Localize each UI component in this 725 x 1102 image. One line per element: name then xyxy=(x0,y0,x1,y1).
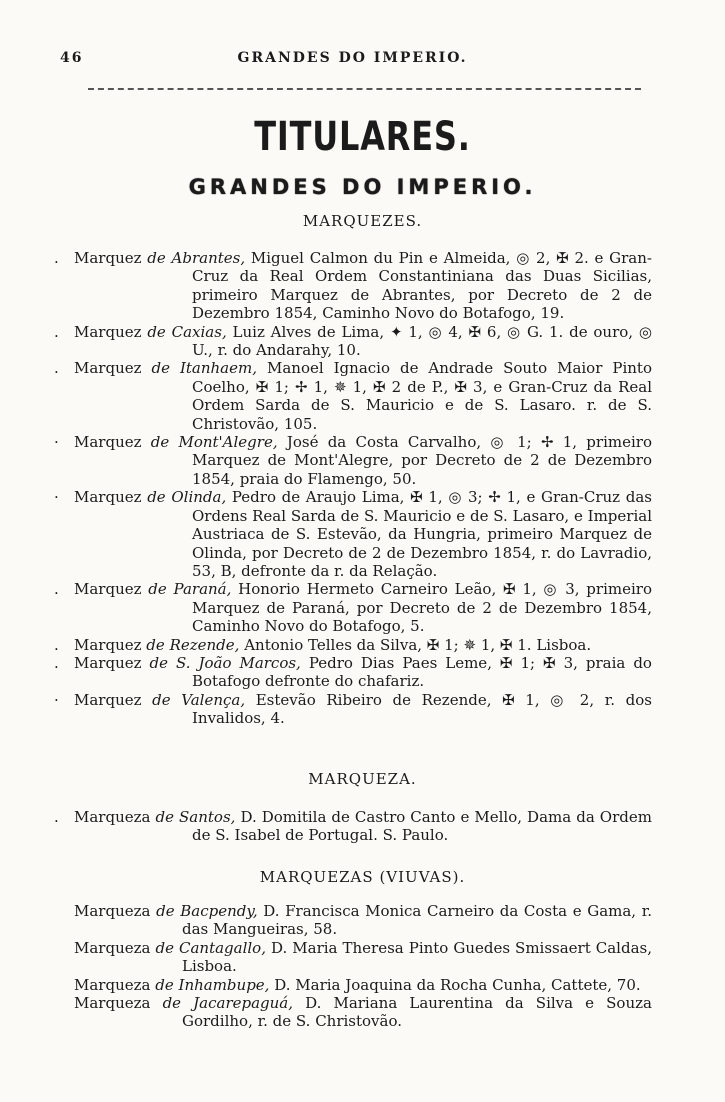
entry-bullet: . xyxy=(54,808,59,826)
entry-rank: Marquez xyxy=(74,488,142,507)
entry-text: Pedro de Araujo Lima, ✠ 1, ◎ 3; ✢ 1, e Gran-Cruz das Ordens Real Sarda de S. Mauricio e de S. Lasaro, e Imperial Austriaca de S. Estevão, da Hungria, primeiro Marquez de Olinda, por Decreto de 2 de Dezembro 1854, r. do Lavradio, 53, B, defronte da r. da Relação. xyxy=(192,488,652,580)
page-subtitle: GRANDES DO IMPERIO. xyxy=(188,175,537,199)
entry-place: Inhambupe, xyxy=(178,975,270,994)
entry-de: de xyxy=(148,580,167,599)
entry-de: de xyxy=(156,902,175,920)
page-header xyxy=(60,50,645,74)
entry-de: de xyxy=(146,635,165,654)
entry-text: Luiz Alves de Lima, ✦ 1, ◎ 4, ✠ 6, ◎ G. 1. de ouro, ◎ U., r. do Andarahy, 10. xyxy=(192,322,652,360)
entry-de: de xyxy=(155,808,174,826)
entry-bullet: · xyxy=(54,488,59,507)
entry-rank: Marquez xyxy=(74,653,142,672)
entry-place: Santos, xyxy=(179,808,236,826)
entry-de: de xyxy=(152,690,171,709)
entry-bullet: . xyxy=(54,359,59,378)
entry-list-marquezas-viuvas xyxy=(60,902,652,1031)
entry-de: de xyxy=(155,975,174,994)
entry xyxy=(54,433,652,488)
header-rule xyxy=(88,88,641,90)
entry xyxy=(54,322,652,360)
entry-bullet: . xyxy=(54,322,59,341)
entry-rank: Marqueza xyxy=(74,808,151,826)
running-title: GRANDES DO IMPERIO. xyxy=(237,50,468,66)
entry-rank: Marquez xyxy=(74,322,142,341)
entry-place: S. João Marcos, xyxy=(175,653,301,672)
section-heading-marqueza: MARQUEZA. xyxy=(308,770,417,788)
entry-de: de xyxy=(151,359,170,378)
entry-list-marqueza xyxy=(54,808,652,845)
entry-place: Rezende, xyxy=(169,635,240,654)
entry-rank: Marqueza xyxy=(74,902,151,920)
entry-rank: Marquez xyxy=(74,580,142,599)
entry-text: D. Maria Joaquina da Rocha Cunha, Cattete, 70. xyxy=(274,975,641,994)
entry xyxy=(60,976,652,994)
entry-place: Itanhaem, xyxy=(179,359,257,378)
entry-rank: Marquez xyxy=(74,249,142,267)
entry-rank: Marqueza xyxy=(74,975,151,994)
entry-place: Mont'Alegre, xyxy=(178,433,278,452)
entry-list-marquezes xyxy=(54,249,652,728)
section-heading-marquezas-viuvas: MARQUEZAS (VIUVAS). xyxy=(259,868,466,886)
entry xyxy=(54,690,652,728)
entry-text: Honorio Hermeto Carneiro Leão, ✠ 1, ◎ 3, primeiro Marquez de Paraná, por Decreto de 2 de Dezembro 1854, Caminho Novo do Botafogo, 5. xyxy=(192,580,652,636)
entry xyxy=(54,359,652,433)
entry-de: de xyxy=(147,322,166,341)
entry-place: Jacarepaguá, xyxy=(193,994,294,1013)
entry-de: de xyxy=(150,433,170,452)
entry-place: Abrantes, xyxy=(171,249,246,267)
entry-rank: Marquez xyxy=(74,690,142,709)
entry-text: Manoel Ignacio de Andrade Souto Maior Pinto Coelho, ✠ 1; ✢ 1, ✵ 1, ✠ 2 de P., ✠ 3, e Gran-Cruz da Real Ordem Sarda de S. Mauricio e de S. Lasaro. r. de S. Christovão, 105. xyxy=(192,359,652,433)
entry-place: Bacpendy, xyxy=(180,902,258,920)
entry-text: D. Francisca Monica Carneiro da Costa e Gama, r. das Mangueiras, 58. xyxy=(182,902,652,939)
entry xyxy=(54,488,652,580)
page-title: TITULARES. xyxy=(254,114,471,160)
page-number: 46 xyxy=(60,50,84,66)
entry-rank: Marqueza xyxy=(74,938,151,957)
entry xyxy=(54,580,652,636)
entry-bullet: . xyxy=(54,635,59,654)
entry-place: Cantagallo, xyxy=(178,938,266,957)
entry-rank: Marqueza xyxy=(74,994,151,1013)
entry-place: Caxias, xyxy=(171,322,227,341)
entry xyxy=(54,635,652,654)
entry-bullet: · xyxy=(54,690,59,709)
entry-text: Pedro Dias Paes Leme, ✠ 1; ✠ 3, praia do Botafogo defronte do chafariz. xyxy=(192,653,652,691)
entry xyxy=(54,249,652,323)
entry-bullet: . xyxy=(54,580,59,599)
entry-de: de xyxy=(155,938,174,957)
entry-text: Antonio Telles da Silva, ✠ 1; ✵ 1, ✠ 1. Lisboa. xyxy=(244,635,592,654)
entry-de: de xyxy=(147,249,166,267)
entry-place: Paraná, xyxy=(173,580,232,599)
entry-text: Miguel Calmon du Pin e Almeida, ◎ 2, ✠ 2. e Gran-Cruz da Real Ordem Constantiniana das Duas Sicilias, primeiro Marquez de Abrantes, por Decreto de 2 de Dezembro 1854, Caminho Novo do Botafogo, 19. xyxy=(192,249,652,323)
entry xyxy=(60,939,652,976)
entry-rank: Marquez xyxy=(74,359,142,378)
entry-text: D. Maria Theresa Pinto Guedes Smissaert Caldas, Lisboa. xyxy=(182,938,652,976)
entry xyxy=(60,902,652,939)
entry-text: D. Domitila de Castro Canto e Mello, Dama da Ordem de S. Isabel de Portugal. S. Paulo. xyxy=(192,808,652,845)
entry-place: Valença, xyxy=(181,690,246,709)
entry-rank: Marquez xyxy=(74,433,142,452)
entry-text: D. Mariana Laurentina da Silva e Souza Gordilho, r. de S. Christovão. xyxy=(182,994,652,1031)
entry-text: José da Costa Carvalho, ◎ 1; ✢ 1, primeiro Marquez de Mont'Alegre, por Decreto de 2 de Dezembro 1854, praia do Flamengo, 50. xyxy=(192,433,652,488)
entry-de: de xyxy=(162,994,182,1013)
entry-bullet: . xyxy=(54,249,59,267)
entry-text: Estevão Ribeiro de Rezende, ✠ 1, ◎ 2, r. dos Invalidos, 4. xyxy=(192,690,652,728)
entry xyxy=(60,994,652,1031)
entry xyxy=(54,808,652,845)
section-heading-marquezes: MARQUEZES. xyxy=(302,212,423,230)
entry-place: Olinda, xyxy=(171,488,227,507)
entry-bullet: . xyxy=(54,653,59,672)
entry-bullet: · xyxy=(54,433,59,452)
entry-de: de xyxy=(149,653,168,672)
entry-de: de xyxy=(147,488,166,507)
entry xyxy=(54,653,652,691)
entry-rank: Marquez xyxy=(74,635,142,654)
